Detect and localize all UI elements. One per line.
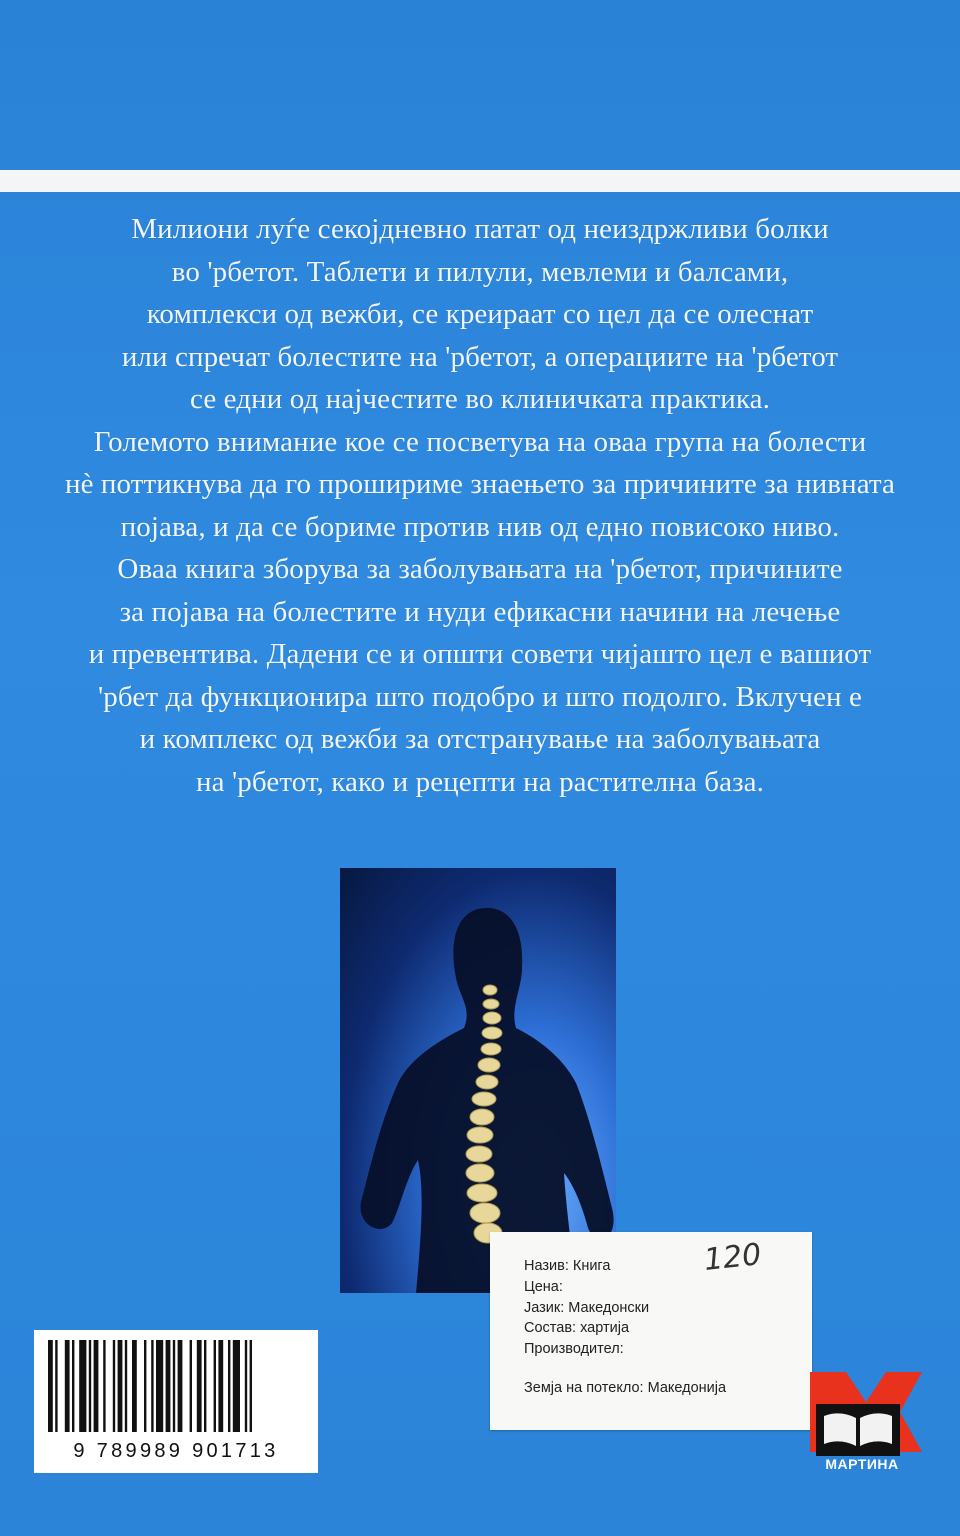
sticker-price: Цена: — [524, 1279, 563, 1295]
price-sticker — [490, 1232, 812, 1430]
top-divider — [0, 170, 960, 192]
publisher-logo — [806, 1360, 928, 1480]
blurb-line: Милиони луѓе секојдневно патат од неиздржливи болки — [131, 213, 829, 245]
blurb-text — [20, 208, 940, 803]
sticker-name: Назив: Книга — [524, 1258, 611, 1274]
blurb-line: комплекси од вежби, се креираат со цел да се олеснат — [146, 298, 814, 330]
blurb-line: Оваа книга зборува за заболувањата на 'рбетот, причините — [117, 553, 843, 585]
barcode-bars — [34, 1330, 318, 1440]
blurb-line: или спречат болестите на 'рбетот, а операциите на 'рбетот — [121, 340, 839, 373]
sticker-producer: Производител: — [524, 1341, 624, 1357]
blurb-line: и комплекс од вежби за отстранување на заболувањата — [139, 723, 821, 755]
blurb-line: Големото внимание кое се посветува на оваа група на болести — [93, 425, 867, 458]
blurb-line: и превентива. Дадени се и општи совети чијашто цел е вашиот — [88, 638, 872, 670]
handwritten-price: 120 — [702, 1237, 763, 1278]
martina-logo-icon — [806, 1360, 928, 1460]
blurb-line: нѐ поттикнува да го прошириме знаењето за причините за нивната — [64, 468, 896, 500]
sticker-origin: Земја на потекло: Македонија — [524, 1380, 727, 1396]
spine-silhouette-image — [340, 868, 616, 1293]
blurb-line: за појава на болестите и нуди ефикасни начини на лечење — [119, 595, 841, 628]
blurb-line: појава, и да се бориме против нив од едно повисоко ниво. — [120, 510, 840, 543]
blurb-line: во 'рбетот. Таблети и пилули, мевлеми и балсами, — [171, 255, 789, 288]
sticker-language: Јазик: Македонски — [524, 1300, 650, 1316]
isbn-barcode — [34, 1330, 318, 1473]
publisher-name: МАРТИНА — [825, 1456, 899, 1472]
spine-illustration — [340, 868, 616, 1293]
blurb-line: на 'рбетот, како и рецепти на растителна база. — [196, 765, 764, 798]
blurb-line: се едни од најчестите во клиничката практика. — [190, 383, 770, 415]
sticker-material: Состав: хартија — [524, 1320, 630, 1336]
barcode-digits: 9 789989 901713 — [73, 1440, 279, 1462]
blurb-line: 'рбет да функционира што подобро и што подолго. Вклучен е — [97, 680, 862, 713]
